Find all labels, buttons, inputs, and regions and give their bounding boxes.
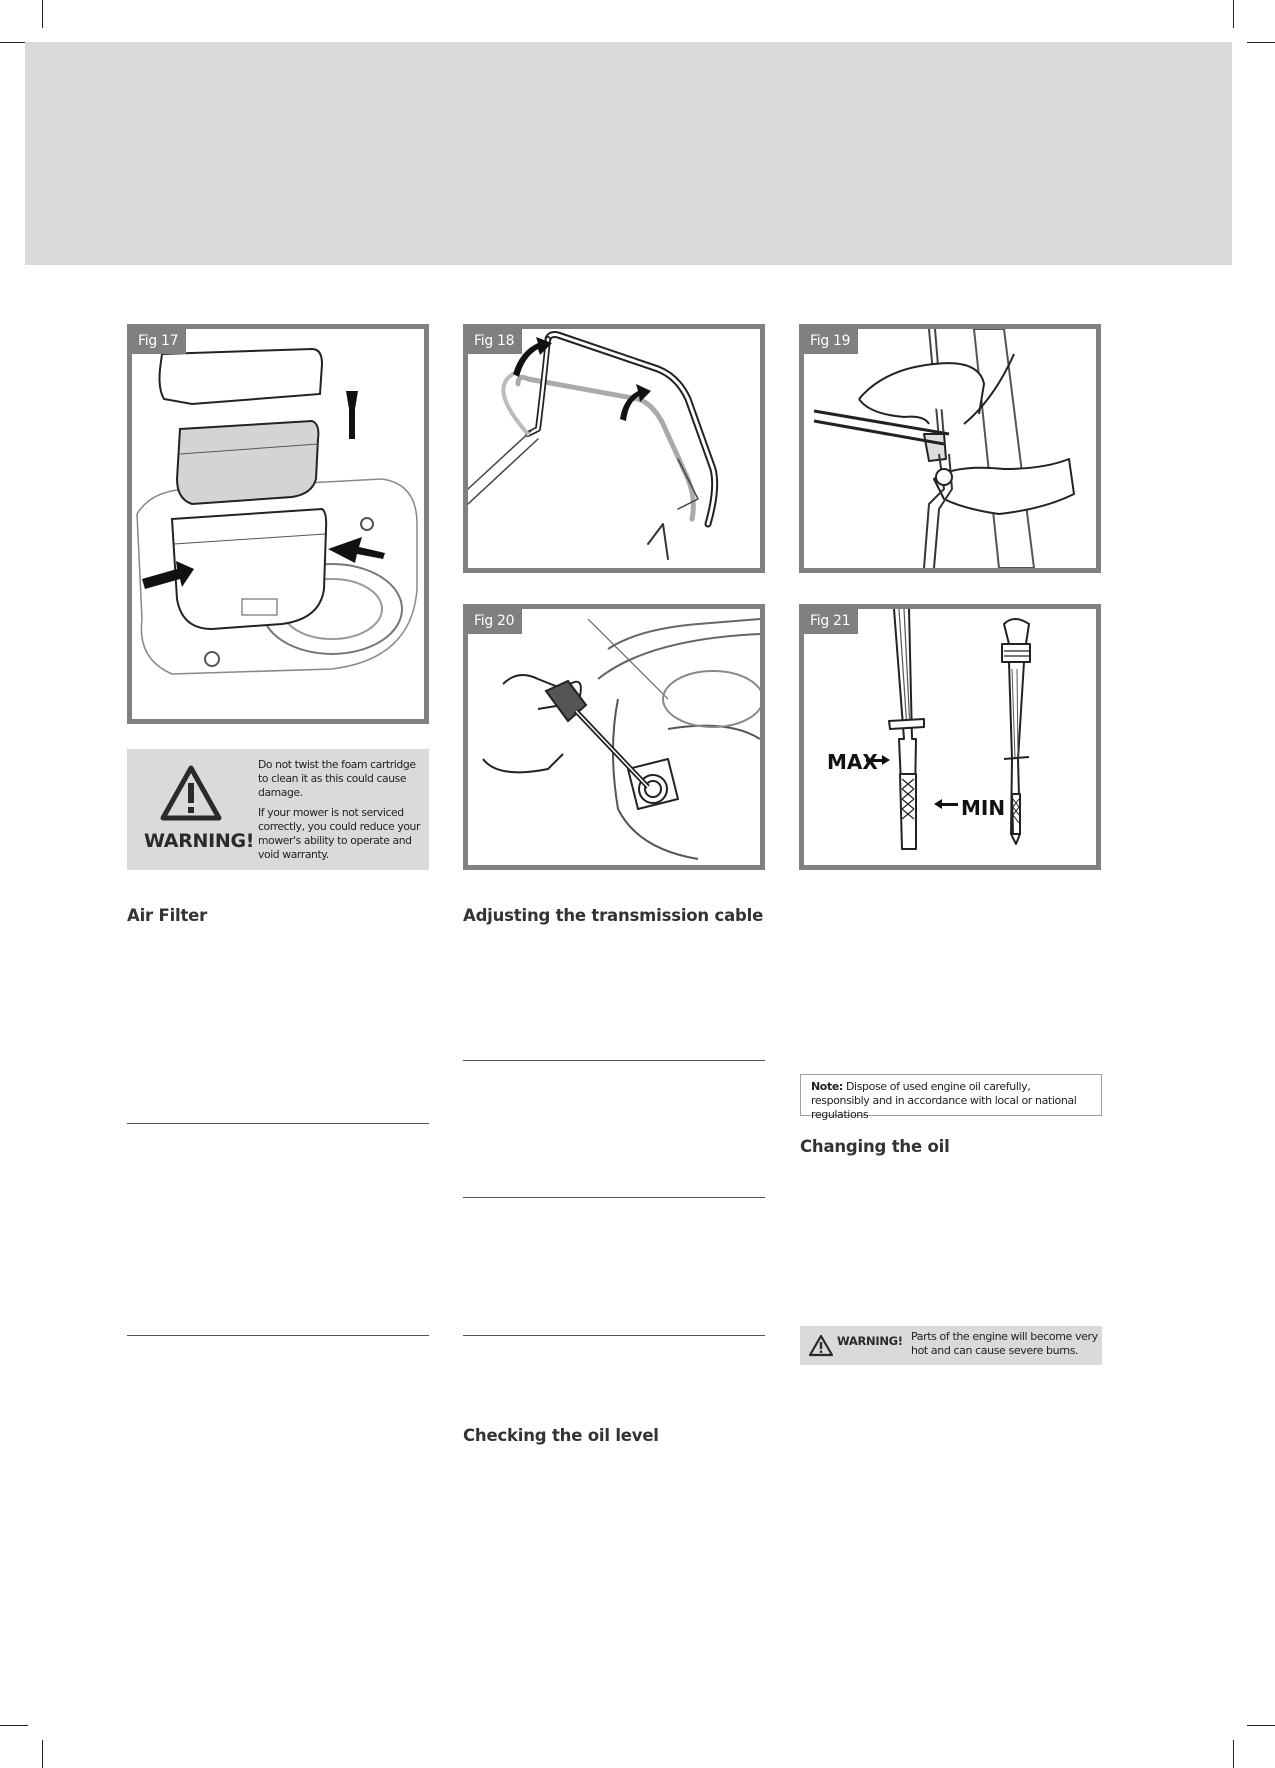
figure-label: Fig 21 — [804, 609, 858, 634]
warning-title: WARNING! — [144, 830, 255, 852]
dipstick-hands-illustration — [804, 329, 1096, 568]
figure-18 — [463, 324, 765, 573]
figure-label: Fig 18 — [468, 329, 522, 354]
warning-box — [127, 749, 429, 870]
crop-mark — [0, 42, 28, 43]
max-label: MAX — [827, 750, 878, 774]
crop-mark — [42, 1740, 43, 1768]
handle-illustration — [468, 329, 760, 568]
warning-text: Parts of the engine will become very hot and can cause severe burns. — [911, 1330, 1098, 1357]
heading-changing-oil: Changing the oil — [800, 1137, 950, 1156]
note-label: Note: — [811, 1080, 843, 1093]
heading-transmission-cable: Adjusting the transmission cable — [463, 906, 764, 925]
crop-mark — [1247, 1725, 1275, 1726]
warning-text-2: If your mower is not serviced correctly, you could reduce your mower's ability to operate and void warranty. — [258, 806, 421, 861]
crop-mark — [1233, 1740, 1234, 1768]
figure-label: Fig 19 — [804, 329, 858, 354]
dipstick-levels-illustration — [804, 609, 1096, 865]
divider — [127, 1335, 429, 1336]
figure-20 — [463, 604, 765, 870]
figure-17 — [127, 324, 429, 724]
divider — [463, 1060, 765, 1061]
warning-title: WARNING! — [837, 1334, 903, 1348]
divider — [463, 1197, 765, 1198]
figure-19 — [799, 324, 1101, 573]
warning-icon — [160, 765, 222, 821]
heading-checking-oil: Checking the oil level — [463, 1426, 659, 1445]
warning-icon — [808, 1334, 834, 1357]
warning-text — [258, 758, 426, 868]
warning-box-small — [800, 1326, 1102, 1365]
figure-label: Fig 17 — [132, 329, 186, 354]
air-filter-illustration — [132, 329, 424, 719]
oil-cap-illustration — [468, 609, 760, 865]
divider — [463, 1335, 765, 1336]
warning-text-1: Do not twist the foam cartridge to clean it as this could cause damage. — [258, 758, 416, 799]
crop-mark — [1247, 42, 1275, 43]
crop-mark — [42, 0, 43, 28]
figure-21 — [799, 604, 1101, 870]
crop-mark — [0, 1725, 28, 1726]
crop-mark — [1233, 0, 1234, 28]
min-label: MIN — [961, 796, 1006, 820]
heading-air-filter: Air Filter — [127, 906, 208, 925]
figure-label: Fig 20 — [468, 609, 522, 634]
divider — [127, 1123, 429, 1124]
note-box — [800, 1074, 1102, 1121]
header-band — [25, 42, 1232, 265]
note-text: Dispose of used engine oil carefully, responsibly and in accordance with local or national regulations — [811, 1080, 1077, 1121]
